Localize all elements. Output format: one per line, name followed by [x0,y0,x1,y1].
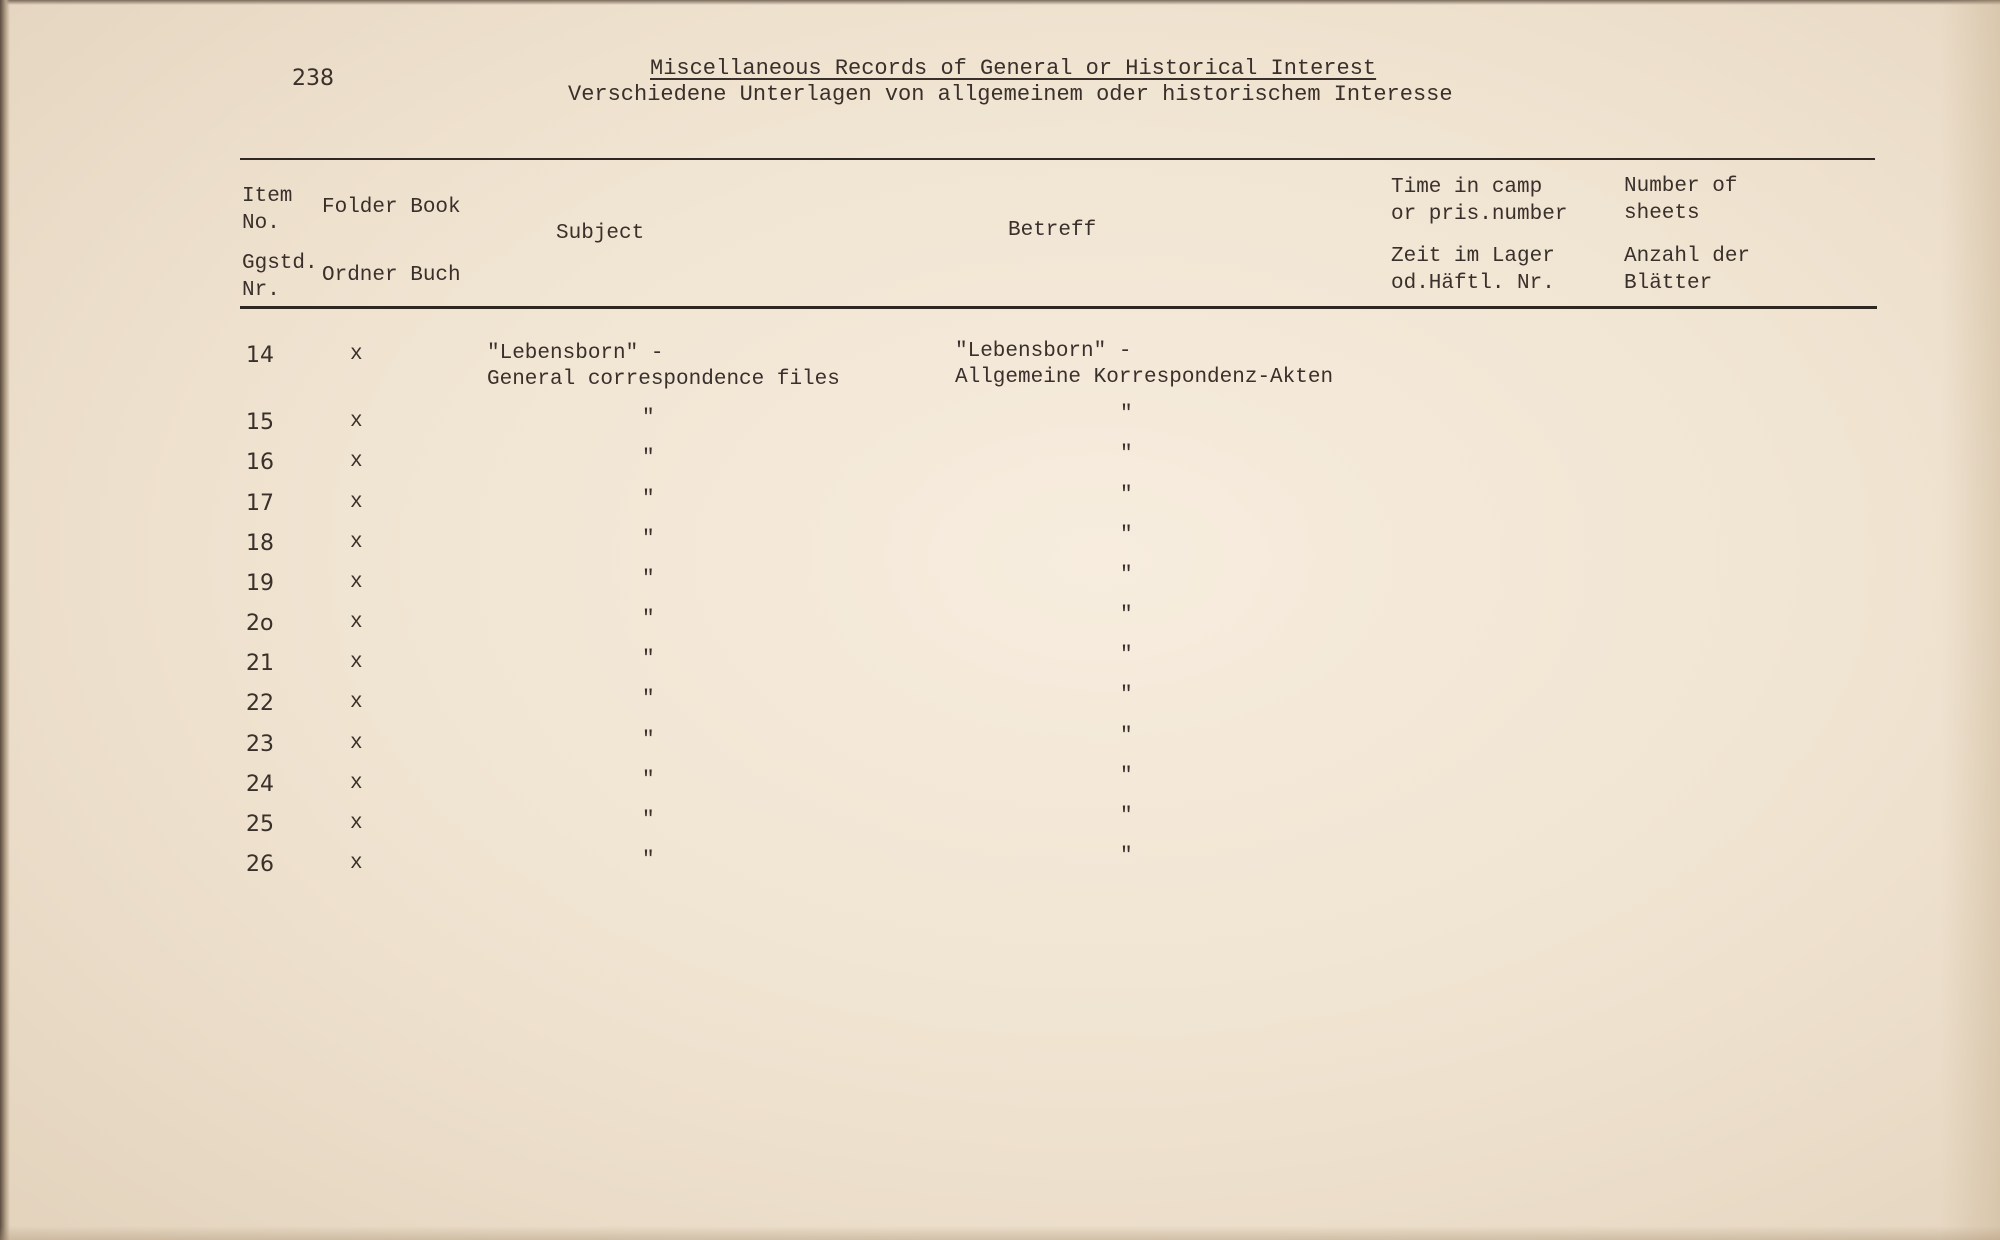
page-number: 238 [292,66,334,91]
header-betreff: Betreff [1008,219,1097,242]
header-item-de: Ggstd. Nr. [242,252,318,302]
title-english: Miscellaneous Records of General or Historical Interest [650,56,1377,81]
folder-mark: x [350,772,363,795]
betreff-cell: " [1120,564,1133,587]
subject-cell: " [642,407,655,430]
folder-mark: x [350,852,363,875]
subject-cell: " [642,688,655,711]
subject-cell: " [642,809,655,832]
item-number: 15 [246,410,274,435]
betreff-cell: " [1120,484,1133,507]
item-number: 25 [246,812,274,837]
header-time-de: Zeit im Lager od.Häftl. Nr. [1391,245,1555,295]
header-folder-book-en: Folder Book [322,196,461,219]
betreff-cell: " [1120,725,1133,748]
betreff-cell: " [1120,443,1133,466]
item-number: 17 [246,491,274,516]
subject-cell: "Lebensborn" - General correspondence files [487,342,840,391]
item-number: 23 [246,732,274,757]
item-number: 2o [246,611,274,636]
folder-mark: x [350,732,363,755]
folder-mark: x [350,651,363,674]
item-number: 22 [246,691,274,716]
item-number: 18 [246,531,274,556]
folder-mark: x [350,531,363,554]
subject-cell: " [642,447,655,470]
header-subject: Subject [556,222,645,245]
folder-mark: x [350,450,363,473]
betreff-cell: " [1120,403,1133,426]
subject-cell: " [642,568,655,591]
header-folder-book-de: Ordner Buch [322,264,461,287]
item-number: 19 [246,571,274,596]
betreff-cell: " [1120,765,1133,788]
table-top-rule [240,158,1875,160]
header-sheets-en: Number of sheets [1624,175,1738,225]
betreff-cell: " [1120,805,1133,828]
folder-mark: x [350,410,363,433]
subject-cell: " [642,488,655,511]
subject-cell: " [642,528,655,551]
subject-cell: " [642,849,655,872]
item-number: 24 [246,772,274,797]
table-header-rule [240,306,1877,309]
betreff-cell: " [1120,845,1133,868]
header-item-en: Item No. [242,185,293,235]
header-sheets-de: Anzahl der Blätter [1624,245,1751,295]
betreff-cell: " [1120,644,1133,667]
folder-mark: x [350,611,363,634]
folder-mark: x [350,491,363,514]
folder-mark: x [350,343,363,366]
betreff-cell: " [1120,684,1133,707]
title-german: Verschiedene Unterlagen von allgemeinem oder historischem Interesse [568,82,1453,107]
folder-mark: x [350,812,363,835]
subject-cell: " [642,769,655,792]
item-number: 16 [246,450,274,475]
page-bottom-edge [0,1226,2000,1240]
betreff-cell: "Lebensborn" - Allgemeine Korrespondenz-Akten [955,340,1334,389]
page-right-edge [1940,0,2000,1240]
item-number: 26 [246,852,274,877]
item-number: 21 [246,651,274,676]
betreff-cell: " [1120,604,1133,627]
header-time-en: Time in camp or pris.number [1391,176,1568,226]
folder-mark: x [350,571,363,594]
betreff-cell: " [1120,524,1133,547]
subject-cell: " [642,729,655,752]
page-top-edge [0,0,2000,5]
subject-cell: " [642,608,655,631]
item-number: 14 [246,343,274,368]
folder-mark: x [350,691,363,714]
subject-cell: " [642,648,655,671]
page-left-edge [0,0,10,1240]
